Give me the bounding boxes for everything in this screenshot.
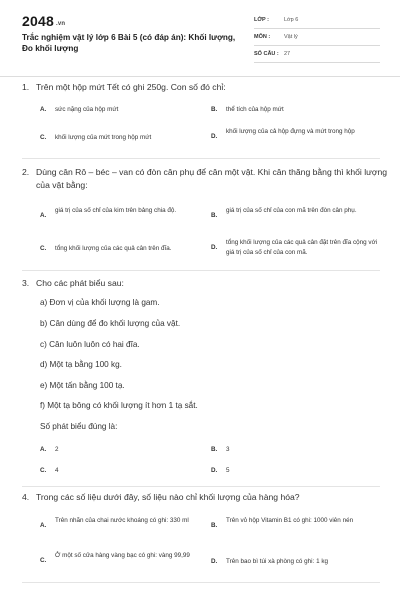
option-text: 4 <box>55 467 59 474</box>
option-text: tổng khối lượng của các quả cân trên đĩa. <box>55 245 172 252</box>
q3-option-b[interactable] <box>211 445 381 457</box>
option-letter: D. <box>211 244 218 251</box>
question-text: Trong các số liệu dưới đây, số liệu nào chỉ khối lượng của hàng hóa? <box>36 492 300 502</box>
meta-value: Vật lý <box>284 34 298 40</box>
q1-option-b[interactable] <box>211 105 381 117</box>
option-letter: B. <box>211 446 218 453</box>
meta-row-count <box>254 48 380 63</box>
logo-sub: .vn <box>55 21 66 27</box>
option-letter: B. <box>211 106 218 113</box>
option-letter: A. <box>40 212 47 219</box>
q3-option-a[interactable] <box>40 445 210 457</box>
logo-main: 2048 <box>22 13 54 29</box>
meta-label: SỐ CÂU : <box>254 51 279 57</box>
meta-label: LỚP : <box>254 17 269 23</box>
option-letter: B. <box>211 212 218 219</box>
q4-option-d[interactable] <box>211 557 381 569</box>
meta-info <box>254 14 380 65</box>
option-text: Ở một số cửa hàng vàng bạc có ghi: vàng 99,99 <box>55 552 190 559</box>
question-text: Dùng cân Rô – béc – van có đòn cân phụ để cân một vật. Khi cân thăng bằng thì khối lượng của vật bằng: <box>36 167 388 190</box>
option-text: 5 <box>226 467 230 474</box>
q3-option-d[interactable] <box>211 466 381 478</box>
question-number: 1. <box>22 82 30 92</box>
header <box>0 0 400 66</box>
header-divider <box>0 76 400 77</box>
q1-option-d[interactable] <box>211 127 381 149</box>
statement: c) Cân luôn luôn có hai đĩa. <box>40 340 140 349</box>
question-number: 4. <box>22 492 30 502</box>
q2-option-d[interactable] <box>211 238 381 260</box>
statement: b) Cân dùng để đo khối lượng của vật. <box>40 319 181 328</box>
option-letter: D. <box>211 467 218 474</box>
option-text: 2 <box>55 446 59 453</box>
option-text: Trên vỏ hộp Vitamin B1 có ghi: 1000 viên nén <box>226 517 354 524</box>
question-number: 3. <box>22 278 30 288</box>
option-letter: C. <box>40 245 47 252</box>
meta-value: Lớp 6 <box>284 17 299 23</box>
option-letter: C. <box>40 557 47 564</box>
question-number: 2. <box>22 167 30 177</box>
statement: e) Một tấn bằng 100 tạ. <box>40 381 125 390</box>
option-letter: C. <box>40 467 47 474</box>
option-text: Trên nhãn của chai nước khoáng có ghi: 330 ml <box>55 517 189 524</box>
meta-label: MÔN : <box>254 34 271 40</box>
meta-row-subject <box>254 31 380 46</box>
option-letter: A. <box>40 522 47 529</box>
q3-option-c[interactable] <box>40 466 210 478</box>
meta-row-class <box>254 14 380 29</box>
option-letter: A. <box>40 106 47 113</box>
option-text: Trên bao bì túi xà phòng có ghi: 1 kg <box>226 558 328 565</box>
question-divider <box>22 582 380 583</box>
option-letter: B. <box>211 522 218 529</box>
option-text: khối lượng của mứt trong hộp mứt <box>55 134 152 141</box>
question-divider <box>22 486 380 487</box>
q4-option-c[interactable] <box>40 551 210 573</box>
option-text: khối lượng của cả hộp đựng và mứt trong hộp <box>226 128 355 135</box>
statement: d) Một tạ bằng 100 kg. <box>40 360 122 369</box>
option-text: thể tích của hộp mứt <box>226 106 284 113</box>
q2-option-b[interactable] <box>211 206 381 228</box>
option-letter: A. <box>40 446 47 453</box>
question-text: Cho các phát biểu sau: <box>36 278 124 288</box>
q2-option-c[interactable] <box>40 244 210 256</box>
statement: f) Một tạ bông có khối lượng ít hơn 1 tạ sắt. <box>40 401 198 410</box>
option-text: tổng khối lượng của các quả cân đặt trên đĩa cộng với giá trị của số chỉ của con mã. <box>226 239 378 256</box>
option-text: giá trị của số chỉ của con mã trên đòn cân phụ. <box>226 207 357 214</box>
question-divider <box>22 270 380 271</box>
question-divider <box>22 158 380 159</box>
statement-prompt: Số phát biểu đúng là: <box>40 422 118 431</box>
site-logo[interactable] <box>22 13 65 29</box>
option-letter: D. <box>211 133 218 140</box>
page-title: Trắc nghiệm vật lý lớp 6 Bài 5 (có đáp án): Khối lượng, Đo khối lượng <box>22 33 236 53</box>
q1-option-c[interactable] <box>40 133 210 145</box>
meta-value: 27 <box>284 51 291 57</box>
q2-option-a[interactable] <box>40 206 210 228</box>
option-letter: D. <box>211 558 218 565</box>
option-text: sức nặng của hộp mứt <box>55 106 119 113</box>
question-text: Trên một hộp mứt Tết có ghi 250g. Con số đó chỉ: <box>36 82 226 92</box>
statement: a) Đơn vị của khối lượng là gam. <box>40 298 160 307</box>
q4-option-a[interactable] <box>40 516 210 538</box>
option-text: 3 <box>226 446 230 453</box>
q1-option-a[interactable] <box>40 105 210 117</box>
q4-option-b[interactable] <box>211 516 381 538</box>
option-letter: C. <box>40 134 47 141</box>
option-text: giá trị của số chỉ của kim trên bảng chia độ. <box>55 207 177 214</box>
